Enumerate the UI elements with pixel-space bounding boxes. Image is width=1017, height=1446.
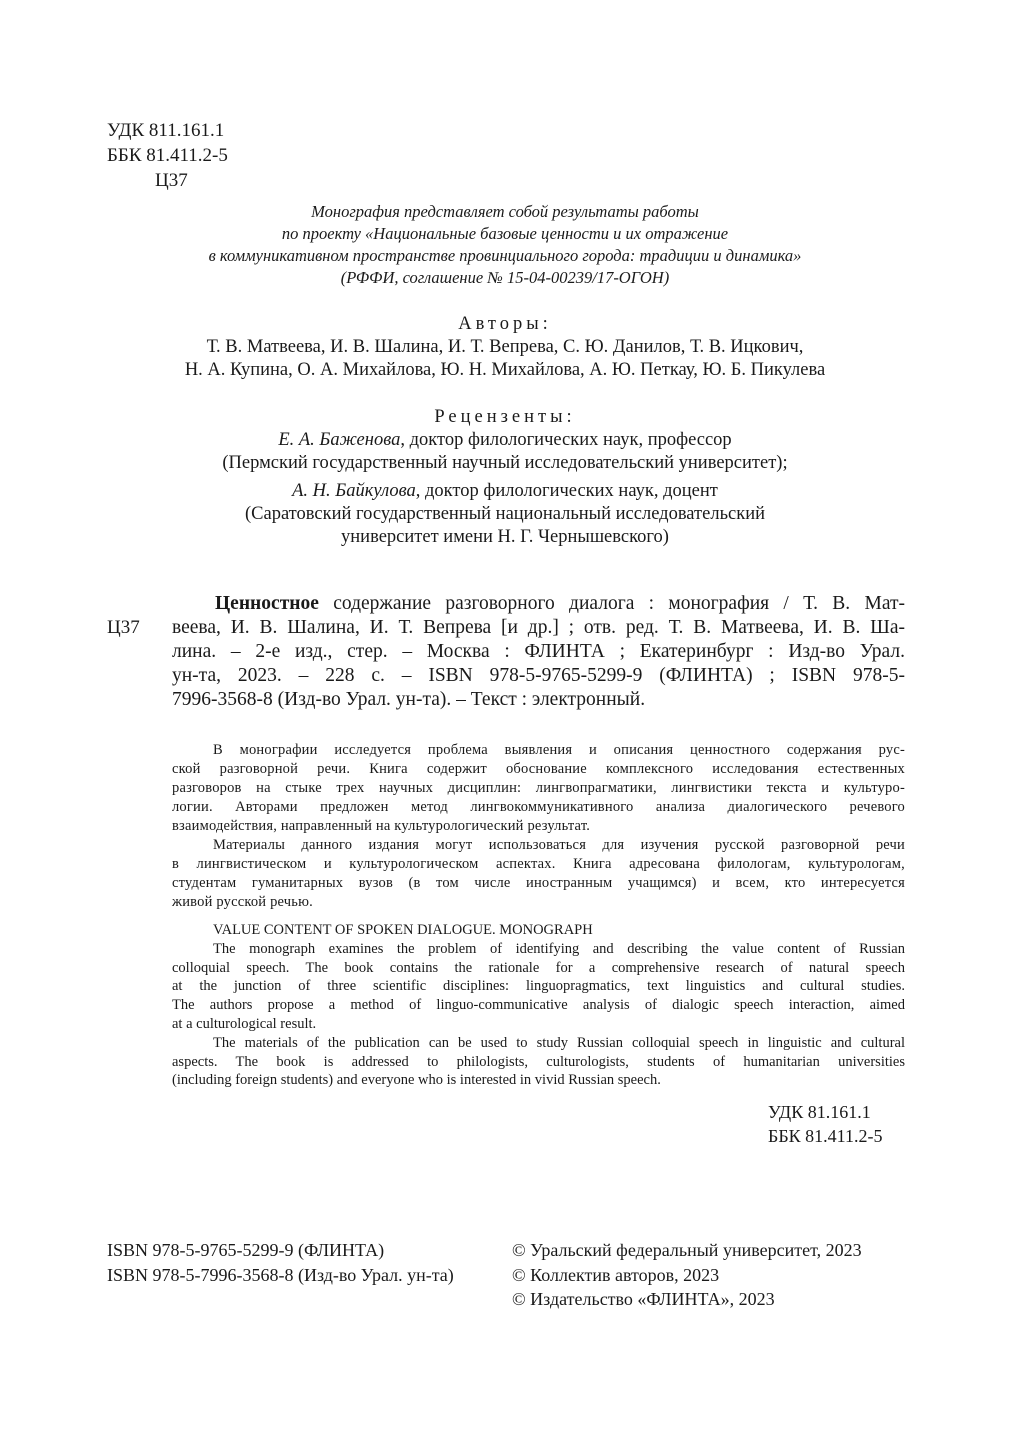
authors-line: Н. А. Купина, О. А. Михайлова, Ю. Н. Михайлова, А. Ю. Петкау, Ю. Б. Пикулева — [184, 360, 826, 380]
note-line: (РФФИ, соглашение № 15-04-00239/17-ОГОН) — [340, 268, 670, 287]
reviewers-section — [100, 406, 910, 549]
note-line: в коммуникативном пространстве провинциального города: традиции и динамика» — [208, 246, 802, 265]
bbk-code: ББК 81.411.2-5 — [107, 145, 228, 166]
reviewer-title: , доктор филологических наук, профессор — [400, 430, 732, 450]
abstract-line: (including foreign students) and everyone who is interested in vivid Russian speech. — [172, 1072, 661, 1089]
copyright-line: © Уральский федеральный университет, 2023 — [512, 1240, 862, 1260]
bibliography-mark: Ц37 — [107, 617, 140, 638]
abstract-line: at the junction of three scientific disciplines: linguopragmatics, text linguistics and cultural studies. — [172, 978, 905, 995]
biblio-line: лина. – 2-е изд., стер. – Москва : ФЛИНТА ; Екатеринбург : Изд-во Урал. — [172, 641, 905, 662]
note-line: Монография представляет собой результаты работы — [311, 202, 699, 221]
abstract-english — [172, 921, 905, 1090]
abstract-line: The materials of the publication can be used to study Russian colloquial speech in linguistic and cultural — [213, 1034, 905, 1051]
authors-line: Т. В. Матвеева, И. В. Шалина, И. Т. Вепрева, С. Ю. Данилов, Т. В. Ицкович, — [206, 337, 804, 357]
biblio-line: 7996-3568-8 (Изд-во Урал. ун-та). – Текст : электронный. — [172, 689, 646, 710]
abstract-line: в лингвистическом и культурологическом аспектах. Книга адресована филологам, культурологам, — [172, 856, 905, 872]
abstract-line: взаимодействия, направленный на культурологический результат. — [172, 818, 591, 834]
reviewer-name: А. Н. Байкулова — [292, 481, 416, 501]
udk-code: УДК 81.161.1 — [768, 1102, 871, 1122]
bbk-code: ББК 81.411.2-5 — [768, 1126, 883, 1146]
biblio-title-bold: Ценностное — [215, 593, 319, 614]
abstract-line: aspects. The book is addressed to philologists, culturologists, students of humanitarian universities — [172, 1053, 905, 1070]
abstract-russian — [172, 741, 905, 912]
abstract-line: В монографии исследуется проблема выявления и описания ценностного содержания рус- — [213, 742, 905, 758]
abstract-line: The monograph examines the problem of identifying and describing the value content of Russian — [213, 940, 905, 957]
abstract-line: разговоров на стыке трех научных дисциплин: лингвопрагматики, лингвистики текста и культуро- — [172, 780, 905, 796]
bibliographic-record — [172, 592, 905, 712]
reviewer-org: (Пермский государственный научный исследовательский университет); — [222, 453, 788, 473]
authors-heading: Авторы: — [458, 314, 552, 334]
biblio-line: ун-та, 2023. – 228 с. – ISBN 978-5-9765-5299-9 (ФЛИНТА) ; ISBN 978-5- — [172, 665, 905, 686]
isbn-line: ISBN 978-5-7996-3568-8 (Изд-во Урал. ун-та) — [107, 1265, 454, 1285]
classification-codes-bottom — [768, 1100, 883, 1148]
abstract-line: The authors propose a method of linguo-communicative analysis of dialogic speech interaction, aimed — [172, 997, 905, 1014]
reviewer — [100, 480, 910, 503]
reviewer-org: университет имени Н. Г. Чернышевского) — [341, 527, 669, 547]
abstract-line: студентам гуманитарных вузов (в том числе иностранным учащимся) и всем, кто интересуется — [172, 875, 905, 891]
project-note — [100, 201, 910, 289]
abstract-line: at a culturological result. — [172, 1015, 317, 1032]
reviewer-name: Е. А. Баженова — [278, 430, 401, 450]
note-line: по проекту «Национальные базовые ценности и их отражение — [281, 224, 729, 243]
reviewer-org: (Саратовский государственный национальный исследовательский — [244, 504, 766, 524]
isbn-line: ISBN 978-5-9765-5299-9 (ФЛИНТА) — [107, 1240, 385, 1260]
reviewer-title: , доктор филологических наук, доцент — [415, 481, 718, 501]
abstract-line: логии. Авторами предложен метод лингвокоммуникативного анализа диалогического речевого — [172, 799, 905, 815]
classification-codes — [107, 118, 228, 193]
authors-section — [100, 313, 910, 382]
abstract-en-title: VALUE CONTENT OF SPOKEN DIALOGUE. MONOGRAPH — [213, 922, 593, 938]
abstract-line: Материалы данного издания могут использоваться для изучения русской разговорной речи — [213, 837, 905, 853]
isbn-block — [107, 1238, 454, 1288]
abstract-line: ской разговорной речи. Книга содержит обоснование комплексного исследования естественных — [172, 761, 905, 777]
biblio-line: веева, И. В. Шалина, И. Т. Вепрева [и др.] ; отв. ред. Т. В. Матвеева, И. В. Ша- — [172, 617, 905, 638]
abstract-line: colloquial speech. The book contains the rationale for a comprehensive research of natural speech — [172, 959, 905, 976]
copyright-line: © Издательство «ФЛИНТА», 2023 — [512, 1289, 775, 1309]
copyright-block — [512, 1238, 862, 1312]
udk-code: УДК 811.161.1 — [107, 120, 225, 141]
copyright-line: © Коллектив авторов, 2023 — [512, 1264, 720, 1285]
reviewer — [100, 429, 910, 452]
abstract-line: живой русской речью. — [172, 894, 313, 910]
author-mark: Ц37 — [155, 170, 188, 191]
biblio-line: Ценностное содержание разговорного диалога : монография / Т. В. Мат- — [215, 593, 905, 614]
reviewers-heading: Рецензенты: — [434, 407, 576, 427]
